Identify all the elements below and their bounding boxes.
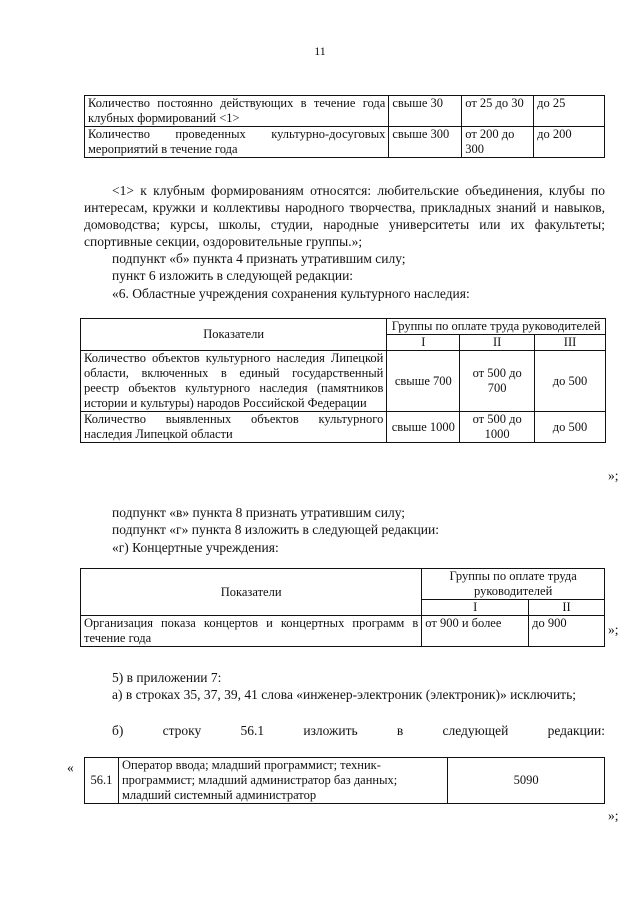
- group-1-cell: свыше 700: [387, 351, 460, 412]
- word: строку: [162, 723, 202, 738]
- group-3-cell: до 500: [535, 351, 606, 412]
- group-1-cell: свыше 300: [389, 127, 462, 158]
- table-row: [81, 351, 606, 412]
- opening-quote: «: [67, 760, 74, 775]
- group-1-cell: свыше 30: [389, 96, 462, 127]
- table-row: [85, 96, 605, 127]
- concert-table: [80, 568, 605, 647]
- table-row: [85, 758, 605, 804]
- indicator-cell: Организация показа концертов и концертных программ в течение года: [81, 616, 422, 647]
- group-1-cell: свыше 1000: [387, 412, 460, 443]
- indicator-header: Показатели: [81, 569, 422, 616]
- group-2-cell: от 500 до 1000: [460, 412, 535, 443]
- word: 56.1: [240, 723, 265, 738]
- positions-cell: Оператор ввода; младший программист; техник-программист; младший администратор баз данных; младший системный администратор: [118, 758, 447, 804]
- word: изложить: [303, 723, 358, 738]
- groups-header: Группы по оплате труда руководителей: [422, 569, 605, 600]
- word: в: [396, 723, 404, 738]
- indicator-cell: Количество постоянно действующих в течение года клубных формирований <1>: [85, 96, 389, 127]
- paragraph-b: [112, 722, 605, 739]
- group-2-cell: от 200 до 300: [462, 127, 534, 158]
- table-row: [81, 412, 606, 443]
- paragraph-5: 5) в приложении 7:: [112, 670, 222, 685]
- value-cell: 5090: [448, 758, 605, 804]
- paragraph-p6: пункт 6 изложить в следующей редакции:: [112, 268, 354, 283]
- positions-table: [84, 757, 605, 804]
- group-2-header: II: [529, 600, 605, 616]
- row-code-cell: 56.1: [85, 758, 119, 804]
- group-1-cell: от 900 и более: [422, 616, 529, 647]
- closing-quote: »;: [608, 622, 619, 637]
- groups-header: Группы по оплате труда руководителей: [387, 319, 606, 335]
- word: редакции:: [547, 723, 605, 738]
- paragraph-v8: подпункт «в» пункта 8 признать утратившим силу;: [112, 505, 406, 520]
- group-1-header: I: [387, 335, 460, 351]
- footnote-paragraph: <1> к клубным формированиям относятся: любительские объединения, клубы по интересам, кружки и коллективы народного творчества, прикладных знаний и навыков, домоводства; курсы, школы, студии, народные университеты или их факультеты; спортивные секции, оздоровительные группы.»;: [84, 183, 605, 249]
- word: следующей: [442, 723, 509, 738]
- paragraph-6-title: «6. Областные учреждения сохранения культурного наследия:: [112, 286, 470, 301]
- group-3-header: III: [535, 335, 606, 351]
- table-row: [81, 616, 605, 647]
- closing-quote: »;: [608, 468, 619, 483]
- paragraph-g-title: «г) Концертные учреждения:: [112, 540, 279, 555]
- heritage-table: [80, 318, 606, 443]
- group-3-cell: до 500: [535, 412, 606, 443]
- word: б): [112, 723, 124, 738]
- group-2-cell: от 500 до 700: [460, 351, 535, 412]
- group-1-header: I: [422, 600, 529, 616]
- table-row: [85, 127, 605, 158]
- group-2-cell: до 900: [529, 616, 605, 647]
- group-2-cell: от 25 до 30: [462, 96, 534, 127]
- club-table: [84, 95, 605, 158]
- group-2-header: II: [460, 335, 535, 351]
- group-3-cell: до 200: [534, 127, 605, 158]
- paragraph-b4: подпункт «б» пункта 4 признать утратившим силу;: [112, 251, 406, 266]
- indicator-header: Показатели: [81, 319, 387, 351]
- indicator-cell: Количество объектов культурного наследия Липецкой области, включенных в единый государственный реестр объектов культурного наследия (памятников истории и культуры) народов Российской Федерации: [81, 351, 387, 412]
- paragraph-a: а) в строках 35, 37, 39, 41 слова «инженер-электроник (электроник)» исключить;: [112, 687, 576, 702]
- page-number: 11: [314, 44, 326, 58]
- indicator-cell: Количество проведенных культурно-досуговых мероприятий в течение года: [85, 127, 389, 158]
- group-3-cell: до 25: [534, 96, 605, 127]
- indicator-cell: Количество выявленных объектов культурного наследия Липецкой области: [81, 412, 387, 443]
- paragraph-g8: подпункт «г» пункта 8 изложить в следующей редакции:: [112, 522, 439, 537]
- closing-quote: »;: [608, 808, 619, 823]
